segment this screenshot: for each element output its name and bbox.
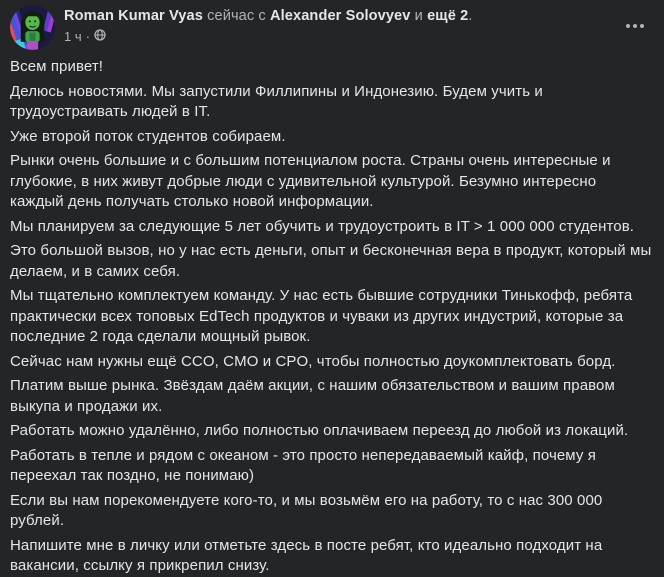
- author-name[interactable]: Roman Kumar Vyas: [64, 8, 203, 24]
- with-text: сейчас с: [207, 8, 266, 24]
- post-byline: [64, 7, 610, 26]
- post-paragraph: Делюсь новостями. Мы запустили Филлипины и Индонезию. Будем учить и трудоустраивать людей в IT.: [10, 82, 543, 120]
- post-paragraph: Если вы нам порекомендуете кого-то, и мы возьмём его на работу, то с нас 300 000 рублей.: [10, 491, 603, 529]
- post-paragraph: Мы планируем за следующие 5 лет обучить и трудоустроить в IT > 1 000 000 студентов.: [10, 217, 635, 235]
- post-paragraph: Рынки очень большие и с большим потенциалом роста. Страны очень интересные и глубокие, в них живут добрые люди с удивительной культурой. Безумно интересно каждый день получать столько новой информации.: [10, 152, 611, 210]
- post-paragraph: Это большой вызов, но у нас есть деньги, опыт и бесконечная вера в продукт, который мы делаем, и в самих себя.: [10, 242, 652, 280]
- meta-separator: ·: [85, 29, 90, 44]
- post-paragraph: Напишите мне в личку или отметьте здесь в посте ребят, кто идеально подходит на вакансии, ссылку я прикрепил снизу.: [10, 536, 603, 574]
- post-paragraph: Сейчас нам нужны ещё CCO, CMO и CPO, чтобы полностью доукомплектовать борд.: [10, 352, 616, 370]
- post-paragraph: Мы тщательно комплектуем команду. У нас есть бывшие сотрудники Тинькофф, ребята практически всех топовых EdTech продуктов и чуваки из других индустрий, которые за последние 2 года сделали мощный рывок.: [10, 287, 633, 345]
- post-paragraph: Работать в тепле и рядом с океаном - это просто непередаваемый кайф, почему я переехал так поздно, не понимаю): [10, 446, 596, 484]
- post-body: [0, 50, 664, 577]
- timestamp[interactable]: 1 ч: [64, 29, 82, 44]
- globe-icon: [94, 28, 106, 45]
- more-people-link[interactable]: ещё 2: [427, 8, 469, 24]
- and-text: и: [414, 8, 423, 24]
- byline-period: .: [468, 8, 473, 24]
- more-options-button[interactable]: [618, 13, 652, 39]
- post-paragraph: Уже второй поток студентов собираем.: [10, 127, 286, 145]
- co-author-name[interactable]: Alexander Solovyev: [269, 8, 411, 24]
- post-paragraph: Всем привет!: [10, 58, 104, 75]
- post-paragraph: Платим выше рынка. Звёздам даём акции, с нашим обязательством и вашим правом выкупа и продажи их.: [10, 377, 615, 415]
- post-paragraph: Работать можно удалённо, либо полностью оплачиваем переезд до любой из локаций.: [10, 422, 629, 439]
- ellipsis-icon: [626, 24, 630, 28]
- post-meta: [64, 28, 610, 45]
- avatar[interactable]: [10, 5, 55, 50]
- header-text: [64, 5, 610, 45]
- avatar-illustration: [10, 5, 55, 50]
- post-header: [0, 0, 664, 50]
